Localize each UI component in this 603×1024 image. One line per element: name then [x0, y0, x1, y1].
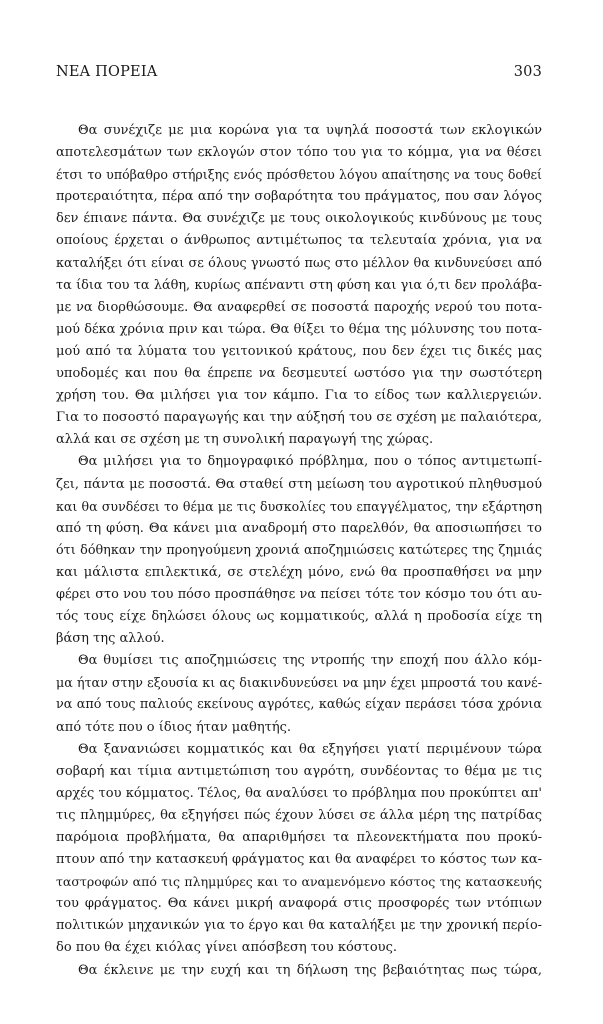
- text-line: σοβαρή και τίμια αντιμετώπιση του αγρότη, συνδέοντας το θέμα με τις: [56, 763, 542, 779]
- text-line: Για το ποσοστό παραγωγής και την αύξησή του σε σχέση με παλαιότερα,: [56, 410, 542, 426]
- text-line: και θα συνδέσει το θέμα με τις δυσκολίες του επαγγέλματος, την εξάρτηση: [56, 498, 542, 514]
- text-line: οποίους έρχεται ο άνθρωπος αντιμέτωπος τα τελευταία χρόνια, για να: [56, 233, 542, 249]
- text-line: έτσι το υπόβαθρο στήριξης ενός πρόσθετου λόγου απαίτησης να τους δοθεί: [56, 167, 542, 183]
- text-line: χρήση του. Θα μιλήσει για τον κάμπο. Για το είδος των καλλιεργειών.: [56, 388, 542, 404]
- text-line: βάση της αλλού.: [56, 631, 165, 647]
- text-line: μα ήταν στην εξουσία κι ας διακινδυνεύσει να μην έχει μπροστά του κανέ-: [56, 675, 542, 691]
- text-line: καταλήξει ότι είναι σε όλους γνωστό πως στο μέλλον θα κινδυνεύσει από: [56, 255, 542, 271]
- text-line: από τότε που ο ίδιος ήταν μαθητής.: [56, 719, 292, 735]
- text-line: από τη φύση. Θα κάνει μια αναδρομή στο παρελθόν, θα αποσιωπήσει το: [56, 520, 542, 536]
- body-text: [56, 120, 542, 982]
- text-line: Θα συνέχιζε με μια κορώνα για τα υψηλά ποσοστά των εκλογικών: [78, 123, 542, 138]
- text-line: να από τους παλιούς εκείνους αγρότες, καθώς είχαν περάσει τόσα χρόνια: [56, 697, 542, 713]
- text-line: τός τους είχε δηλώσει όλους ως κομματικούς, αλλά η προδοσία είχε τη: [56, 609, 542, 625]
- text-line: και μάλιστα επιλεκτικά, σε στελέχη μόνο, ενώ θα προσπαθήσει να μην: [56, 564, 542, 580]
- text-line: φέρει στο νου του πόσο προσπάθησε να πείσει τότε τον κόσμο του ότι αυ-: [56, 586, 542, 602]
- text-line: ταστροφών από τις πλημμύρες και το αναμενόμενο κόστος της κατασκευής: [56, 874, 542, 890]
- text-line: αλλά και σε σχέση με τη συνολική παραγωγή της χώρας.: [56, 432, 434, 448]
- text-line: Θα θυμίσει τις αποζημιώσεις της ντροπής την εποχή που άλλο κόμ-: [78, 653, 542, 669]
- text-line: του φράγματος. Θα κάνει μικρή αναφορά στις προσφορές των ντόπιων: [56, 896, 542, 912]
- text-line: προτεραιότητα, πέρα από την σοβαρότητα του πράγματος, που σαν λόγος: [56, 189, 542, 205]
- text-line: Θα μιλήσει για το δημογραφικό πρόβλημα, που ο τόπος αντιμετωπί-: [78, 454, 542, 470]
- text-line: με να διορθώσουμε. Θα αναφερθεί σε ποσοστά παροχής νερού του ποτα-: [56, 299, 542, 315]
- text-line: ότι δόθηκαν την προηγούμενη χρονιά αποζημιώσεις κατώτερες της ζημιάς: [56, 542, 542, 558]
- text-line: υποδομές και που θα έπρεπε να δεσμευτεί ωστόσο για την σωστότερη: [56, 366, 542, 382]
- text-line: παρόμοια προβλήματα, θα απαριθμήσει τα πλεονεκτήματα που προκύ-: [56, 830, 542, 845]
- text-line: ζει, πάντα με ποσοστά. Θα σταθεί στη μείωση του αγροτικού πληθυσμού: [56, 476, 542, 492]
- text-line: Θα έκλεινε με την ευχή και τη δήλωση της βεβαιότητας πως τώρα,: [78, 962, 542, 978]
- text-line: τα ίδια του τα λάθη, κυρίως απέναντι στη φύση και για ό,τι δεν προλάβα-: [56, 277, 542, 293]
- page-number: 303: [513, 64, 542, 80]
- text-line: αρχές του κόμματος. Τέλος, θα αναλύσει το πρόβλημα που προκύπτει απ': [56, 785, 542, 801]
- text-line: μού από τα λύματα του γειτονικού κράτους, που δεν έχει τις δικές μας: [56, 343, 542, 359]
- text-line: δο που θα έχει κιόλας γίνει απόσβεση του κόστους.: [56, 940, 398, 956]
- page-header: [56, 64, 542, 86]
- text-line: δεν έπιανε πάντα. Θα συνέχιζε με τους οικολογικούς κινδύνους με τους: [56, 211, 542, 227]
- text-line: τις πλημμύρες, θα εξηγήσει πώς έχουν λύσει σε άλλα μέρη της πατρίδας: [56, 807, 542, 823]
- running-head: ΝΕΑ ΠΟΡΕΙΑ: [56, 64, 158, 80]
- text-line: πολιτικών μηχανικών για το έργο και θα καταλήξει με την χρονική περίο-: [56, 918, 542, 934]
- text-line: Θα ξανανιώσει κομματικός και θα εξηγήσει γιατί περιμένουν τώρα: [78, 741, 542, 757]
- text-line: αποτελεσμάτων των εκλογών στον τόπο του για το κόμμα, για να θέσει: [56, 145, 542, 161]
- text-line: πτουν από την κατασκευή φράγματος και θα αναφέρει το κόστος των κα-: [56, 852, 542, 868]
- text-line: μού δέκα χρόνια πριν και τώρα. Θα θίξει το θέμα της μόλυνσης του ποτα-: [56, 321, 542, 337]
